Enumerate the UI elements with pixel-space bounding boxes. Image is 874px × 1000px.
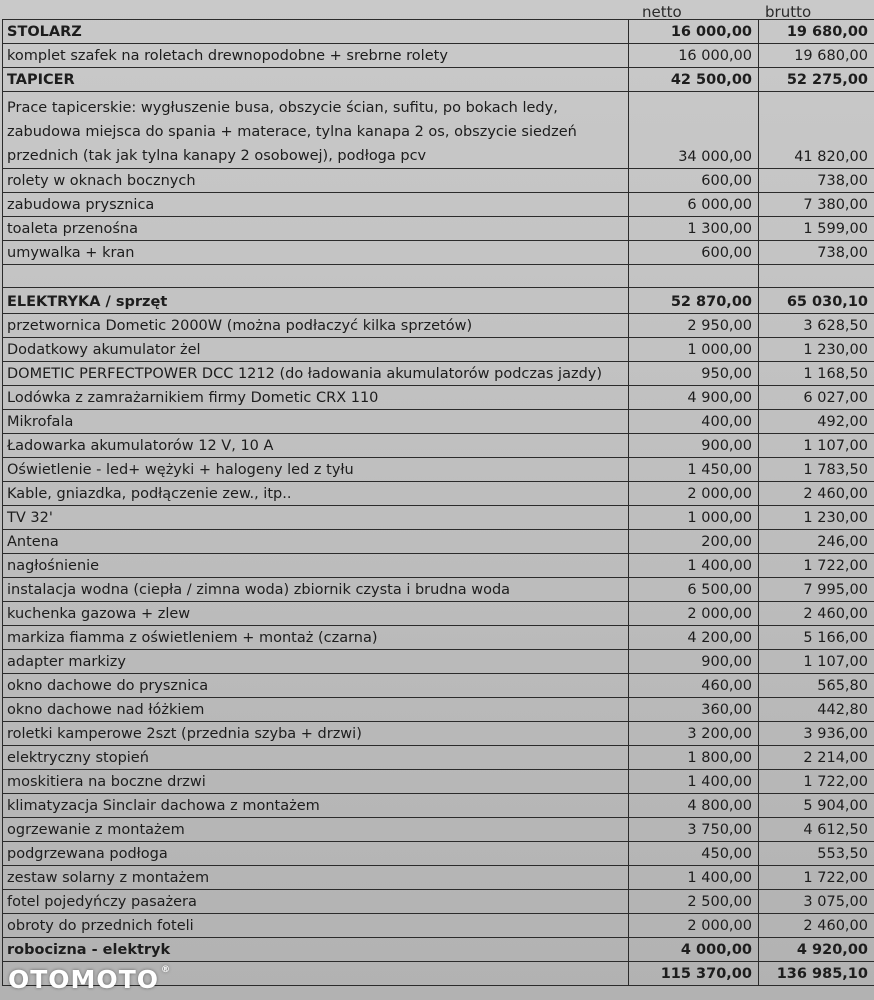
row-netto-value: 2 000,00 <box>629 914 759 938</box>
table-row <box>3 602 874 626</box>
row-netto-value: 2 000,00 <box>629 602 759 626</box>
row-description: fotel pojedyńczy pasażera <box>3 890 629 914</box>
row-description: Dodatkowy akumulator żel <box>3 338 629 362</box>
row-netto-value: 4 200,00 <box>629 626 759 650</box>
row-brutto-value: 1 230,00 <box>759 506 874 530</box>
row-netto-value: 34 000,00 <box>629 92 759 169</box>
row-description: DOMETIC PERFECTPOWER DCC 1212 (do ładowania akumulatorów podczas jazdy) <box>3 362 629 386</box>
table-row <box>3 770 874 794</box>
row-brutto-value: 2 460,00 <box>759 602 874 626</box>
table-row <box>3 674 874 698</box>
row-brutto-value: 1 230,00 <box>759 338 874 362</box>
row-description: adapter markizy <box>3 650 629 674</box>
otomoto-watermark-logo: OTOMOTO ® <box>8 965 171 994</box>
row-description: markiza fiamma z oświetleniem + montaż (czarna) <box>3 626 629 650</box>
row-brutto-value: 1 107,00 <box>759 650 874 674</box>
table-row <box>3 44 874 68</box>
row-description: instalacja wodna (ciepła / zimna woda) zbiornik czysta i brudna woda <box>3 578 629 602</box>
row-description: Oświetlenie - led+ wężyki + halogeny led z tyłu <box>3 458 629 482</box>
row-description: rolety w oknach bocznych <box>3 169 629 193</box>
row-description: kuchenka gazowa + zlew <box>3 602 629 626</box>
row-description: TV 32' <box>3 506 629 530</box>
row-brutto-value: 19 680,00 <box>759 20 874 44</box>
row-netto-value: 600,00 <box>629 241 759 265</box>
row-brutto-value: 1 599,00 <box>759 217 874 241</box>
row-brutto-value: 553,50 <box>759 842 874 866</box>
row-netto-value: 2 950,00 <box>629 314 759 338</box>
table-row <box>3 193 874 217</box>
row-description: umywalka + kran <box>3 241 629 265</box>
table-row <box>3 458 874 482</box>
row-description: zestaw solarny z montażem <box>3 866 629 890</box>
table-row <box>3 338 874 362</box>
section-row <box>3 938 874 962</box>
table-row <box>3 746 874 770</box>
row-brutto-value: 19 680,00 <box>759 44 874 68</box>
row-brutto-value: 136 985,10 <box>759 962 874 986</box>
row-brutto-value: 7 380,00 <box>759 193 874 217</box>
table-row <box>3 482 874 506</box>
row-netto-value: 42 500,00 <box>629 68 759 92</box>
row-description: roletki kamperowe 2szt (przednia szyba + drzwi) <box>3 722 629 746</box>
table-row <box>3 914 874 938</box>
row-brutto-value: 565,80 <box>759 674 874 698</box>
table-row <box>3 434 874 458</box>
row-netto-value: 1 000,00 <box>629 338 759 362</box>
row-netto-value: 1 300,00 <box>629 217 759 241</box>
row-description: ogrzewanie z montażem <box>3 818 629 842</box>
row-description: obroty do przednich foteli <box>3 914 629 938</box>
row-netto-value: 900,00 <box>629 434 759 458</box>
row-brutto-value <box>759 265 874 288</box>
row-brutto-value: 41 820,00 <box>759 92 874 169</box>
table-row <box>3 241 874 265</box>
table-row <box>3 722 874 746</box>
row-netto-value: 3 200,00 <box>629 722 759 746</box>
row-brutto-value: 2 460,00 <box>759 482 874 506</box>
table-row <box>3 92 874 169</box>
brutto-header: brutto <box>765 3 812 21</box>
row-description: podgrzewana podłoga <box>3 842 629 866</box>
row-description: robocizna - elektryk <box>3 938 629 962</box>
row-netto-value: 4 800,00 <box>629 794 759 818</box>
price-table <box>2 19 874 986</box>
row-brutto-value: 4 920,00 <box>759 938 874 962</box>
table-row <box>3 530 874 554</box>
table-row <box>3 410 874 434</box>
row-netto-value: 950,00 <box>629 362 759 386</box>
row-netto-value: 2 000,00 <box>629 482 759 506</box>
table-row <box>3 506 874 530</box>
section-row <box>3 68 874 92</box>
row-netto-value: 16 000,00 <box>629 44 759 68</box>
netto-header: netto <box>642 3 682 21</box>
row-description: Kable, gniazdka, podłączenie zew., itp.. <box>3 482 629 506</box>
row-netto-value: 200,00 <box>629 530 759 554</box>
row-brutto-value: 1 722,00 <box>759 770 874 794</box>
table-row <box>3 650 874 674</box>
table-row <box>3 217 874 241</box>
row-description: Lodówka z zamrażarnikiem firmy Dometic CRX 110 <box>3 386 629 410</box>
row-description: zabudowa prysznica <box>3 193 629 217</box>
table-row <box>3 698 874 722</box>
table-row <box>3 626 874 650</box>
row-description: Mikrofala <box>3 410 629 434</box>
row-brutto-value: 1 168,50 <box>759 362 874 386</box>
table-row <box>3 818 874 842</box>
table-row <box>3 842 874 866</box>
row-description: komplet szafek na roletach drewnopodobne + srebrne rolety <box>3 44 629 68</box>
row-netto-value: 1 400,00 <box>629 770 759 794</box>
row-netto-value: 3 750,00 <box>629 818 759 842</box>
row-netto-value: 2 500,00 <box>629 890 759 914</box>
row-netto-value: 460,00 <box>629 674 759 698</box>
row-brutto-value: 1 722,00 <box>759 866 874 890</box>
row-brutto-value: 738,00 <box>759 241 874 265</box>
row-brutto-value: 442,80 <box>759 698 874 722</box>
row-description <box>3 265 629 288</box>
row-brutto-value: 1 783,50 <box>759 458 874 482</box>
row-description: przetwornica Dometic 2000W (można podłaczyć kilka sprzetów) <box>3 314 629 338</box>
row-netto-value: 360,00 <box>629 698 759 722</box>
section-row <box>3 288 874 314</box>
row-description: ELEKTRYKA / sprzęt <box>3 288 629 314</box>
row-brutto-value: 738,00 <box>759 169 874 193</box>
table-row <box>3 794 874 818</box>
row-netto-value: 1 800,00 <box>629 746 759 770</box>
row-netto-value: 16 000,00 <box>629 20 759 44</box>
row-netto-value: 900,00 <box>629 650 759 674</box>
row-brutto-value: 3 075,00 <box>759 890 874 914</box>
row-netto-value: 1 000,00 <box>629 506 759 530</box>
row-description: Prace tapicerskie: wygłuszenie busa, obszycie ścian, sufitu, po bokach ledy, zabudowa miejsca do spania + materace, tylna kanapa 2 os, obszycie siedzeń przednich (tak jak tylna kanapy 2 osobowej), podłoga pcv <box>3 92 629 169</box>
row-netto-value: 600,00 <box>629 169 759 193</box>
row-description: TAPICER <box>3 68 629 92</box>
table-row <box>3 169 874 193</box>
row-brutto-value: 2 214,00 <box>759 746 874 770</box>
row-description: moskitiera na boczne drzwi <box>3 770 629 794</box>
table-row <box>3 386 874 410</box>
row-brutto-value: 7 995,00 <box>759 578 874 602</box>
row-brutto-value: 2 460,00 <box>759 914 874 938</box>
row-brutto-value: 1 107,00 <box>759 434 874 458</box>
row-netto-value: 115 370,00 <box>629 962 759 986</box>
row-netto-value: 1 400,00 <box>629 866 759 890</box>
row-description: okno dachowe do prysznica <box>3 674 629 698</box>
row-brutto-value: 4 612,50 <box>759 818 874 842</box>
table-row <box>3 866 874 890</box>
row-brutto-value: 5 166,00 <box>759 626 874 650</box>
row-description: nagłośnienie <box>3 554 629 578</box>
row-brutto-value: 5 904,00 <box>759 794 874 818</box>
row-brutto-value: 3 936,00 <box>759 722 874 746</box>
row-netto-value: 1 400,00 <box>629 554 759 578</box>
table-row <box>3 554 874 578</box>
row-netto-value: 6 000,00 <box>629 193 759 217</box>
row-netto-value: 400,00 <box>629 410 759 434</box>
empty-row <box>3 265 874 288</box>
row-netto-value: 450,00 <box>629 842 759 866</box>
row-brutto-value: 65 030,10 <box>759 288 874 314</box>
row-netto-value: 52 870,00 <box>629 288 759 314</box>
section-row <box>3 20 874 44</box>
row-brutto-value: 6 027,00 <box>759 386 874 410</box>
row-brutto-value: 1 722,00 <box>759 554 874 578</box>
table-row <box>3 362 874 386</box>
table-row <box>3 314 874 338</box>
row-brutto-value: 3 628,50 <box>759 314 874 338</box>
row-description: Ładowarka akumulatorów 12 V, 10 A <box>3 434 629 458</box>
row-brutto-value: 246,00 <box>759 530 874 554</box>
table-row <box>3 890 874 914</box>
row-description: okno dachowe nad łóżkiem <box>3 698 629 722</box>
row-description: STOLARZ <box>3 20 629 44</box>
row-description: elektryczny stopień <box>3 746 629 770</box>
row-netto-value: 1 450,00 <box>629 458 759 482</box>
row-netto-value: 4 900,00 <box>629 386 759 410</box>
row-description: Antena <box>3 530 629 554</box>
row-brutto-value: 492,00 <box>759 410 874 434</box>
table-row <box>3 578 874 602</box>
row-netto-value: 6 500,00 <box>629 578 759 602</box>
row-brutto-value: 52 275,00 <box>759 68 874 92</box>
row-netto-value <box>629 265 759 288</box>
row-netto-value: 4 000,00 <box>629 938 759 962</box>
row-description: toaleta przenośna <box>3 217 629 241</box>
row-description: klimatyzacja Sinclair dachowa z montażem <box>3 794 629 818</box>
